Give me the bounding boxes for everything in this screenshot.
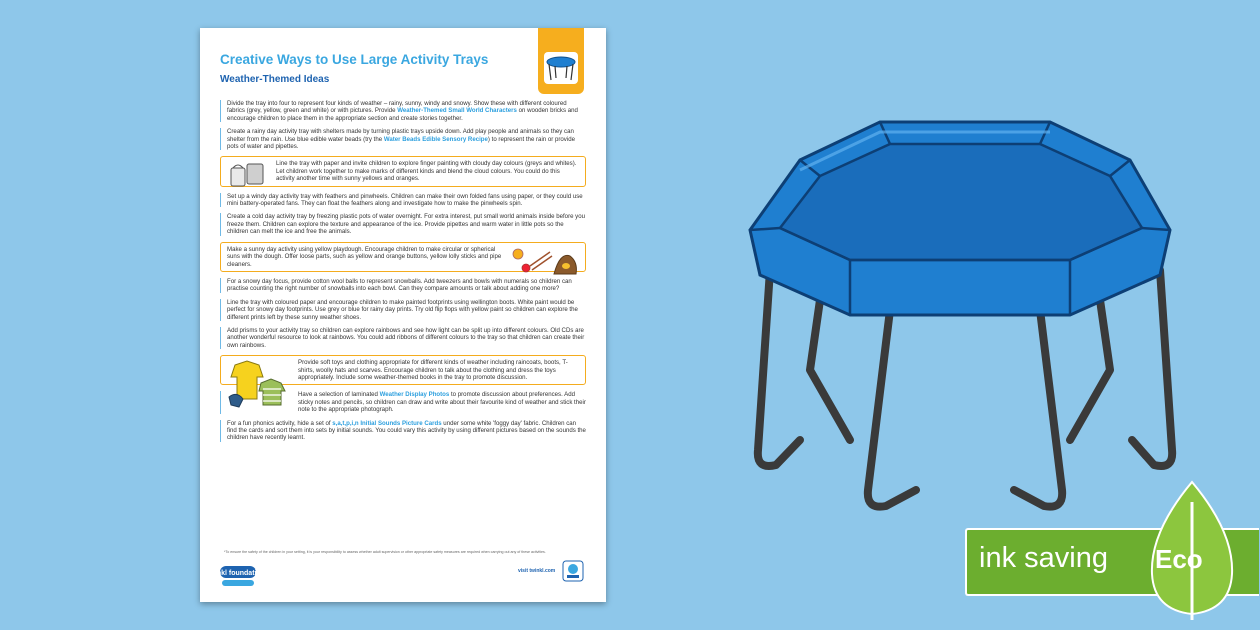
playdough-items-illustration: [510, 246, 580, 276]
link-water-beads-recipe[interactable]: Water Beads Edible Sensory Recipe: [383, 135, 488, 143]
link-small-world-characters[interactable]: Weather-Themed Small World Characters: [397, 107, 517, 115]
page-title: Creative Ways to Use Large Activity Trays: [220, 52, 489, 67]
safety-disclaimer: *To ensure the safety of the children in your setting, it is your responsibility to assess whether adult supervision or other appropriate safety measures are required when carrying out any of these activities.: [224, 550, 546, 554]
paragraph-4: Set up a windy day activity tray with feathers and pinwheels. Children can make their own folded fans using paper, or they could use mini battery-operated fans. They can float the feathers along and investigate how to make the pinwheels spin.: [220, 193, 586, 208]
paint-pots-illustration: [227, 160, 271, 190]
link-weather-display-photos[interactable]: Weather Display Photos: [379, 391, 450, 399]
twinkl-logo-wordmark: twinkl foundations: [207, 570, 269, 577]
paragraph-11: Have a selection of laminated Weather Display Photos to promote discussion about preferences. Add sticky notes and pencils, so children can draw and write about their favourite kind of weather and stick their note to the appropriate photograph.: [220, 391, 586, 413]
paragraph-7: For a snowy day focus, provide cotton wool balls to represent snowballs. Add tweezers and bowls with numerals so children can practise counting the right number of snowballs into each bowl. Can they compare amounts or talk about adding one more?: [220, 278, 586, 293]
paragraph-2: Create a rainy day activity tray with shelters made by turning plastic trays upside down. Add play people and animals so they can shelter from the rain. Use blue edible water beads (try the Water Beads Edible Sensory Recipe) to represent the rain or provide pots of water and pipettes.: [220, 128, 586, 150]
quality-badge-icon: [562, 560, 584, 582]
paragraph-5: Create a cold day activity tray by freezing plastic pots of water overnight. For extra interest, put small world animals inside before you freeze them. Children can explore the texture and appearance of the ice. Provide pipettes and warm water in little pots so the children can melt the ice and free the animals.: [220, 213, 586, 235]
link-initial-sounds-cards[interactable]: s,a,t,p,i,n Initial Sounds Picture Cards: [332, 419, 442, 427]
page-subtitle: Weather-Themed Ideas: [220, 74, 330, 85]
activity-tray-illustration: [740, 110, 1180, 530]
paragraph-6: Make a sunny day activity using yellow playdough. Encourage children to make circular or spherical suns with the dough. Offer loose parts, such as yellow and orange buttons, yellow lolly sticks and pipe cleaners.: [220, 242, 586, 272]
footer-url[interactable]: visit twinkl.com: [518, 568, 556, 574]
twinkl-logo: [207, 564, 269, 588]
eco-label: Eco: [1155, 544, 1203, 574]
paragraph-1: Divide the tray into four to represent four kinds of weather – rainy, sunny, windy and snowy. Show these with different coloured fabrics (grey, yellow, green and white) or with pictures. Provide Weather-Themed Small World Characters on wooden bricks and encourage children to place them in the appropriate section and create stories together.: [220, 100, 586, 122]
paragraph-3: Line the tray with paper and invite children to explore finger painting with cloudy day colours (greys and whites). Let children work together to make marks of different kinds and blend the cloud colours. You could do this activity another time with sunny yellows and oranges.: [220, 156, 586, 186]
paragraph-9: Add prisms to your activity tray so children can explore rainbows and see how light can be split up into different colours. Old CDs are another wonderful resource to look at rainbows. You could add ribbons of different colours to the tray so that children can create their own rainbows.: [220, 327, 586, 349]
ink-saving-text: ink saving: [979, 542, 1108, 574]
paragraph-10: Provide soft toys and clothing appropriate for different kinds of weather including raincoats, boots, T-shirts, woolly hats and scarves. Encourage children to talk about the clothing and dress the toys appropriately. Include some weather-themed books in the tray to promote discussion.: [220, 355, 586, 385]
activity-sheet: [200, 28, 606, 602]
tray-thumbnail-icon: [544, 52, 578, 84]
tray-thumbnail-tab: [538, 28, 584, 94]
paragraph-8: Line the tray with coloured paper and encourage children to make painted footprints using wellington boots. White paint would be perfect for snowy day footprints. Use grey or blue for rainy day prints. Try old flip flops with yellow paint so children can explore the different prints left by these sunny weather shoes.: [220, 299, 586, 321]
paragraph-12: For a fun phonics activity, hide a set of s,a,t,p,i,n Initial Sounds Picture Cards under some white 'foggy day' fabric. Children can find the cards and sort them into sets by initial sounds. You could vary this activity by using different pictures based on the sounds the children have recently learnt.: [220, 420, 586, 442]
paragraph-list: [220, 100, 586, 448]
